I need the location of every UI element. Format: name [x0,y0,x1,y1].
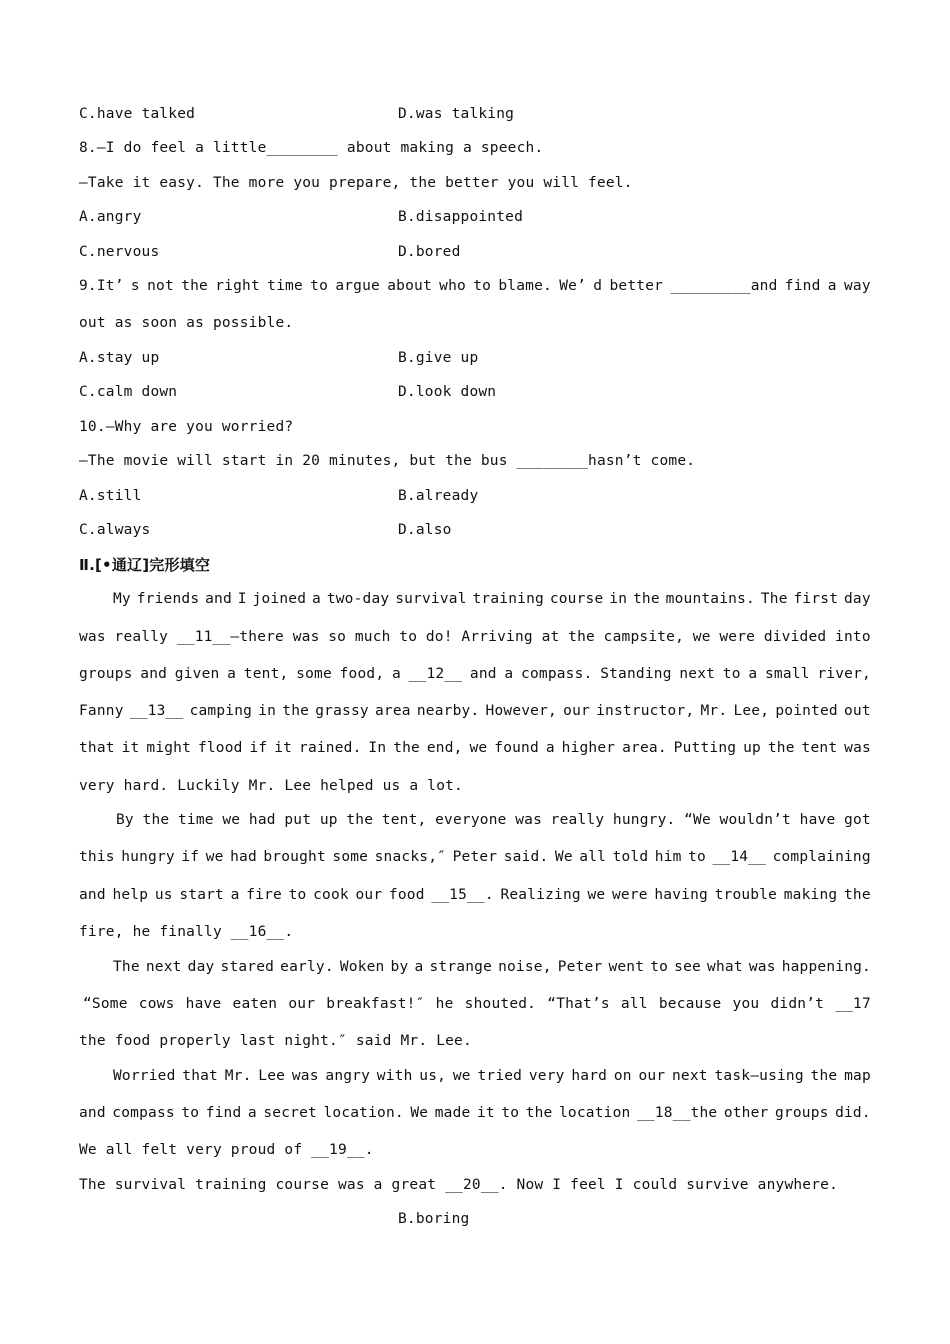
q10-reply-text: —The movie will start in 20 minutes, but the bus [79,453,517,469]
word: tried [477,1068,523,1084]
word: a [414,959,424,975]
word: The [760,591,788,607]
word: two-day [326,591,390,607]
word: to [288,887,307,903]
word: However, [485,703,557,719]
word: the [525,1105,553,1121]
word: snacks,″ [374,849,447,865]
word: the [393,740,420,756]
word: went [608,959,645,975]
word: divided [763,629,827,645]
passage-p2-line1 [116,810,871,830]
word: joined [252,591,307,607]
word: the [633,591,660,607]
word: didn’t [770,996,825,1012]
word: to [181,1105,200,1121]
word: grassy [315,703,369,719]
word: by [390,959,409,975]
word: really [114,629,169,645]
word: __11__—there [176,629,284,645]
word: I [237,591,247,607]
word: Woken [339,959,385,975]
word: __12__ [408,666,463,682]
word: location [558,1105,631,1121]
q10-option-d[interactable]: D.also [398,522,452,538]
word: river, [817,666,871,682]
word: very [528,1068,565,1084]
word: all [579,849,607,865]
word: up [319,812,338,828]
word: much [354,629,391,645]
word: cook [313,887,349,903]
word: to [473,278,492,294]
word: survival [395,591,467,607]
word: some [332,849,369,865]
q8-reply: —Take it easy. The more you prepare, the better you will feel. [79,175,633,191]
word: to [501,1105,520,1121]
word: We’ [559,278,587,294]
q10-option-a[interactable]: A.still [79,488,142,504]
q10-blank: ________ [516,453,589,469]
word: help [112,887,149,903]
word: it [476,1105,495,1121]
word: We [410,1105,429,1121]
word: our [355,887,383,903]
word: made [434,1105,471,1121]
word: end, [426,740,463,756]
word: __15__. [431,887,494,903]
q8-stem-tail: about making a speech. [337,140,544,156]
word: that [79,740,115,756]
passage-p5-line1: The survival training course was a great __20__. Now I feel I could survive anywhere. [79,1177,839,1193]
word: making [783,887,838,903]
word: flood [197,740,243,756]
word: our [563,703,590,719]
word: blame. [498,278,552,294]
word: noise, [498,959,552,975]
word: put [284,812,312,828]
word: d [593,278,603,294]
word: By [116,812,134,828]
word: have [185,996,222,1012]
word: Peter [452,849,498,865]
word: location. [323,1105,404,1121]
word: food, [339,666,385,682]
q9-stem-line2: out as soon as possible. [79,315,294,331]
word: our [638,1068,666,1084]
word: and [140,666,168,682]
word: area. [622,740,667,756]
word: it [274,740,293,756]
word: nearby. [416,703,480,719]
word: the [282,703,310,719]
word: rained. [299,740,362,756]
word: 9.It’ [79,278,124,294]
word: a [312,591,321,607]
word: to [399,629,418,645]
q7-option-c[interactable]: C.have talked [79,106,196,122]
word: tent, [381,812,427,828]
word: the [767,740,795,756]
word: if [249,740,268,756]
passage-p3-line2 [83,994,871,1014]
q8-option-a[interactable]: A.angry [79,209,142,225]
word: Mr. [700,703,728,719]
word: to [310,278,329,294]
word: wouldn’t [719,812,791,828]
word: him [654,849,682,865]
word: our [288,996,316,1012]
word: argue [335,278,380,294]
word: In [368,740,387,756]
word: day [844,591,871,607]
q7-option-d[interactable]: D.was talking [398,106,515,122]
word: us, [419,1068,447,1084]
q8-option-b[interactable]: B.disappointed [398,209,524,225]
word: we [692,629,711,645]
word: the [568,629,595,645]
word: see [674,959,701,975]
word: better [609,278,664,294]
word: all [620,996,648,1012]
word: a [545,740,555,756]
word: in [258,703,277,719]
word: us [154,887,173,903]
passage-p1-line6: very hard. Luckily Mr. Lee helped us a lot. [79,778,463,794]
word: into [835,629,871,645]
word: hungry. [612,812,676,828]
word: hard [571,1068,608,1084]
word: because [658,996,722,1012]
passage-p1-line3 [79,664,871,684]
word: was [844,740,871,756]
word: got [844,812,871,828]
passage-p1-line1 [113,589,871,609]
word: and [469,666,497,682]
word: brought [263,849,326,865]
word: had [248,812,276,828]
passage-p4-line3: We all felt very proud of __19__. [79,1142,374,1158]
q10-reply-tail: hasn’t come. [588,453,696,469]
word: fire [246,887,282,903]
word: at [541,629,560,645]
passage-p2-line2 [79,847,871,867]
word: __13__ [129,703,184,719]
word: “Some [83,996,128,1012]
word: find [205,1105,242,1121]
word: a [827,278,837,294]
word: some [296,666,332,682]
word: really [550,812,605,828]
word: told [612,849,649,865]
word: a [504,666,514,682]
word: a [391,666,401,682]
word: The [113,959,140,975]
passage-p4-line1 [113,1066,871,1086]
word: was [291,1068,319,1084]
word: the [346,812,374,828]
passage-p3-line1 [113,957,871,977]
word: had [230,849,257,865]
word: Putting [673,740,737,756]
q9-option-d[interactable]: D.look down [398,384,497,400]
word: course [549,591,604,607]
word: shouted. [464,996,537,1012]
q10-option-c[interactable]: C.always [79,522,151,538]
option-b-boring[interactable]: B.boring [398,1211,470,1227]
q10-option-b[interactable]: B.already [398,488,479,504]
word: on [613,1068,632,1084]
word: right [215,278,260,294]
q8-stem [79,138,871,158]
word: “That’s [547,996,610,1012]
word: was [515,812,543,828]
word: tent [801,740,838,756]
word: groups [79,666,133,682]
word: do! [425,629,453,645]
q8-option-c[interactable]: C.nervous [79,244,160,260]
word: instructor, [596,703,695,719]
word: Peter [557,959,603,975]
passage-p1-line5 [79,738,871,758]
word: time [267,278,303,294]
q8-stem-text: 8.—I do feel a little [79,140,267,156]
q10-stem: 10.—Why are you worried? [79,419,294,435]
word: __14__ [712,849,767,865]
word: we [452,1068,471,1084]
word: s [130,278,140,294]
word: did. [835,1105,871,1121]
word: cows [138,996,175,1012]
word: out [844,703,871,719]
word: strange [429,959,492,975]
word: might [146,740,192,756]
word: a [247,1105,257,1121]
word: so [328,629,347,645]
word: My [113,591,131,607]
word: breakfast!″ [326,996,425,1012]
word: given [174,666,220,682]
word: groups [774,1105,829,1121]
word: was [748,959,776,975]
word: secret [263,1105,317,1121]
q9-option-c[interactable]: C.calm down [79,384,178,400]
word: other [723,1105,769,1121]
section-title: Ⅱ.[•通辽]完形填空 [79,556,211,574]
word: we [587,887,606,903]
word: we [222,812,241,828]
word: we [205,849,224,865]
word: camping [189,703,253,719]
word: _________and [670,278,778,294]
word: __17 [835,996,871,1012]
word: about [387,278,432,294]
word: day [187,959,215,975]
word: map [844,1068,871,1084]
word: pointed [775,703,838,719]
q9-option-b[interactable]: B.give up [398,350,479,366]
word: and [205,591,232,607]
q8-option-d[interactable]: D.bored [398,244,461,260]
word: this [79,849,115,865]
word: training [472,591,544,607]
word: who [439,278,466,294]
word: to [650,959,669,975]
word: eaten [232,996,278,1012]
word: were [611,887,648,903]
word: next [672,1068,708,1084]
word: Arriving [461,629,533,645]
word: hungry [121,849,175,865]
word: to [688,849,706,865]
word: compass. [521,666,593,682]
word: Lee, [733,703,770,719]
word: __18__the [636,1105,718,1121]
word: way [843,278,871,294]
word: complaining [772,849,871,865]
passage-p2-line3 [79,885,871,905]
word: area [374,703,411,719]
word: next [145,959,182,975]
word: tent, [243,666,289,682]
word: a [748,666,758,682]
word: higher [561,740,616,756]
word: and [79,1105,106,1121]
word: everyone [435,812,507,828]
word: next [679,666,716,682]
word: small [765,666,810,682]
word: time [177,812,214,828]
word: it [121,740,140,756]
word: find [784,278,821,294]
q9-option-a[interactable]: A.stay up [79,350,160,366]
word: with [376,1068,413,1084]
q9-stem-line1 [79,276,871,296]
word: and [79,887,106,903]
word: first [793,591,839,607]
word: Standing [600,666,672,682]
word: task—using [714,1068,804,1084]
word: a [227,666,237,682]
word: happening. [781,959,871,975]
word: not [147,278,174,294]
q10-reply [79,451,871,471]
word: he [435,996,454,1012]
word: was [292,629,320,645]
word: were [719,629,756,645]
word: said. [503,849,549,865]
word: was [79,629,106,645]
word: if [181,849,200,865]
passage-p4-line2 [79,1103,871,1123]
word: in [609,591,628,607]
word: that [182,1068,218,1084]
word: you [732,996,760,1012]
word: have [799,812,836,828]
word: up [743,740,761,756]
passage-p1-line4 [79,701,871,721]
word: what [707,959,743,975]
word: the [181,278,208,294]
word: to [722,666,741,682]
passage-p1-line2 [79,627,871,647]
word: Fanny [79,703,124,719]
passage-p3-line3: the food properly last night.″ said Mr. Lee. [79,1033,472,1049]
word: stared [220,959,275,975]
word: We [554,849,573,865]
word: early. [280,959,334,975]
word: “We [684,812,711,828]
word: Realizing [500,887,581,903]
word: the [843,887,871,903]
word: campsite, [603,629,685,645]
word: found [494,740,539,756]
word: Worried [113,1068,176,1084]
word: we [469,740,488,756]
word: trouble [714,887,778,903]
word: mountains. [665,591,755,607]
word: Mr. [224,1068,252,1084]
word: Lee [258,1068,286,1084]
word: start [179,887,224,903]
word: having [654,887,708,903]
word: the [142,812,170,828]
q8-blank: ________ [266,140,338,156]
word: friends [136,591,200,607]
word: the [810,1068,838,1084]
passage-p2-line4: fire, he finally __16__. [79,924,294,940]
word: angry [325,1068,371,1084]
word: a [230,887,240,903]
word: food [388,887,425,903]
word: compass [112,1105,175,1121]
